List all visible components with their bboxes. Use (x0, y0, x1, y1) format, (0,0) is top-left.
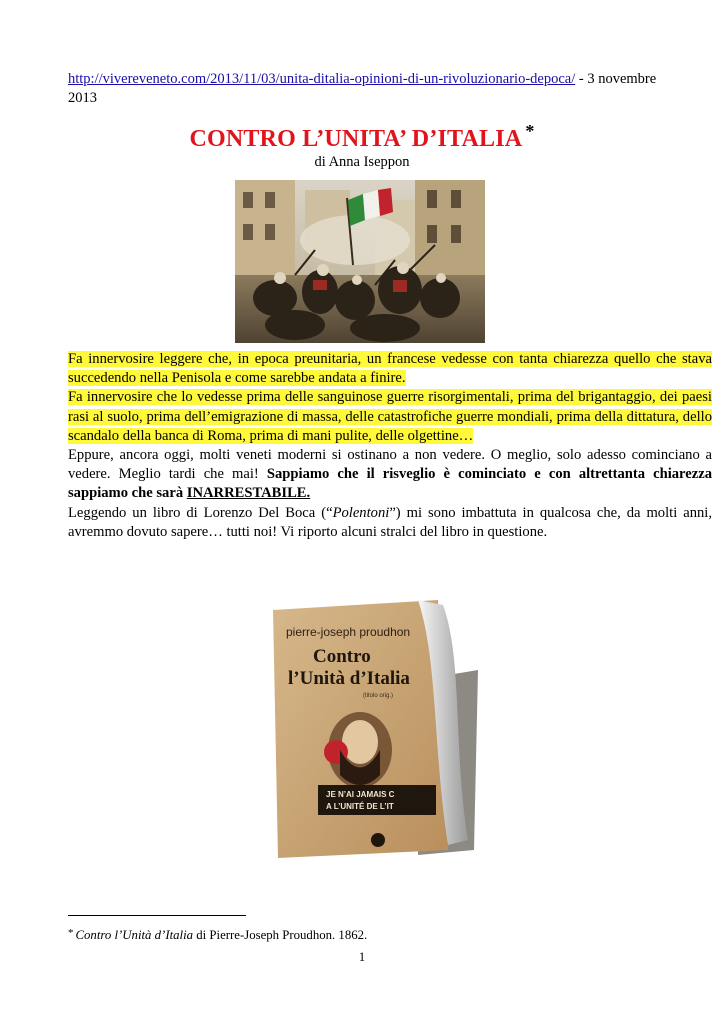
book-title-line2: l’Unità d’Italia (288, 668, 410, 689)
footnote-mark: * (68, 927, 74, 939)
article-title-text: CONTRO L’UNITA’ D’ITALIA (189, 126, 523, 152)
highlighted-sentence-2: Fa innervosire che lo vedesse prima delle sanguinose guerre risorgimentali, prima del brigantaggio, dei paesi rasi al suolo, prima dell’emigrazione di massa, delle catastrofiche guerre mondiali, prima della dittatura, dello scandalo della banca di Roma, prima di mani pulite, delle olgettine… (68, 389, 712, 444)
source-date: - 3 novembre 2013 (68, 71, 657, 106)
page-number: 1 (358, 949, 366, 964)
paragraph-4-after: ”) mi sono imbattuta in qualcosa che, da molti anni, avremmo dovuto sapere… tutti noi! Vi riporto alcuni stralci del libro in questione. (68, 504, 713, 540)
book-quote-line2: A L’UNITÉ DE L’IT (326, 802, 394, 811)
book-quote-line1: JE N’AI JAMAIS C (326, 790, 395, 799)
footnote-marker[interactable]: * (525, 121, 535, 141)
article-body (68, 350, 712, 542)
paragraph-3-bold-text: Sappiamo che il risveglio è cominciato e con altrettanta chiarezza sappiamo che sarà (68, 466, 713, 502)
paragraph-3-bold-underline: INARRESTABILE. (186, 485, 311, 502)
article-title (0, 121, 724, 153)
paragraph-highlighted (68, 350, 712, 446)
footnote-text: di Pierre-Joseph Proudhon. 1862. (193, 928, 368, 942)
paragraph-4-italic: Polentoni (332, 504, 390, 521)
footnote (68, 927, 367, 943)
byline: di Anna Iseppon (314, 154, 410, 170)
paragraph-4-before: Leggendo un libro di Lorenzo Del Boca (“ (68, 504, 333, 521)
battle-painting-image (235, 180, 485, 343)
footnote-divider (68, 915, 246, 916)
book-author: pierre-joseph proudhon (286, 625, 411, 639)
footnote-book-title: Contro l’Unità d’Italia (75, 928, 194, 942)
book-cover-image (268, 600, 478, 860)
source-link[interactable]: http://vivereveneto.com/2013/11/03/unita-ditalia-opinioni-di-un-rivoluzionario-depoca/ (68, 71, 576, 87)
book-subtitle: (titolo orig.) (363, 693, 394, 699)
book-title-line1: Contro (313, 646, 371, 667)
paragraph-3 (68, 446, 712, 504)
paragraph-4 (68, 504, 712, 542)
highlighted-sentence-1: Fa innervosire leggere che, in epoca preunitaria, un francese vedesse con tanta chiarezza quello che stava succedendo nella Penisola e come sarebbe andata a finire. (68, 351, 712, 387)
paragraph-3-plain: Eppure, ancora oggi, molti veneti moderni si ostinano a non vedere. O meglio, solo adesso cominciano a vedere. Meglio tardi che mai! (68, 447, 712, 483)
source-line (68, 70, 668, 108)
